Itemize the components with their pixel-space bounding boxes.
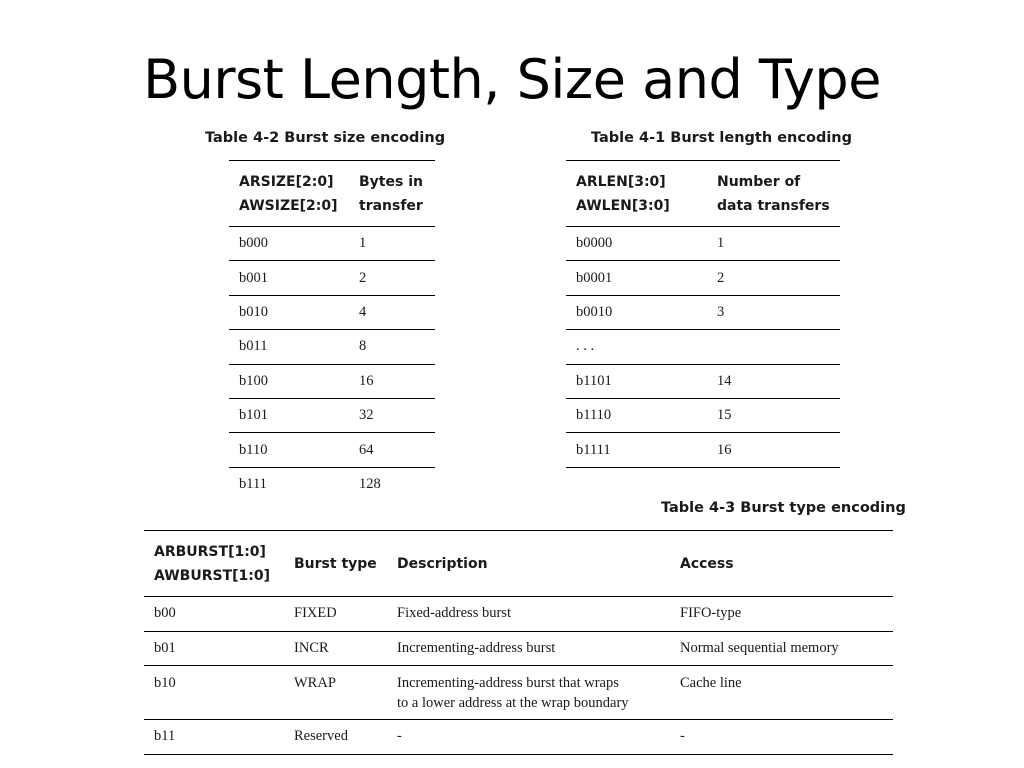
table-row [566,261,840,295]
length-ellipsis: . . . [566,330,707,364]
type-access: FIFO-type [670,597,893,632]
table-row [229,433,435,467]
size-code: b010 [229,295,349,329]
type-table-caption: Table 4-3 Burst type encoding [661,500,906,516]
table-row [229,330,435,364]
header-burst-type: Burst type [284,531,387,597]
table-header-row [566,161,840,227]
length-code: b0001 [566,261,707,295]
table-row [566,295,840,329]
size-code: b011 [229,330,349,364]
size-code: b000 [229,227,349,261]
size-bytes: 16 [349,364,435,398]
table-row [229,261,435,295]
size-code: b101 [229,398,349,432]
length-transfers: 15 [707,398,840,432]
length-transfers: 3 [707,295,840,329]
table-row [144,631,893,666]
table-row [566,330,840,364]
table-row [144,720,893,755]
table-row [566,398,840,432]
type-code: b10 [144,666,284,720]
length-code: b1111 [566,433,707,467]
size-code: b111 [239,476,267,493]
type-code: b00 [144,597,284,632]
table-row [566,364,840,398]
type-name: Reserved [284,720,387,755]
length-transfers: 16 [707,433,840,467]
table-header-row [229,161,435,227]
length-code: b1110 [566,398,707,432]
table-row [229,467,435,501]
table-row [144,666,893,720]
type-access: - [670,720,893,755]
table-row [229,295,435,329]
length-transfers: 14 [707,364,840,398]
type-access: Normal sequential memory [670,631,893,666]
size-code: b100 [229,364,349,398]
length-transfers: 1 [707,227,840,261]
length-code: b0000 [566,227,707,261]
size-bytes: 2 [349,261,435,295]
length-code: b0010 [566,295,707,329]
header-arlen-awlen: ARLEN[3:0] AWLEN[3:0] [566,161,707,227]
header-arsize-awsize: ARSIZE[2:0] AWSIZE[2:0] [229,161,349,227]
table-row [566,227,840,261]
size-code: b001 [229,261,349,295]
size-bytes: 64 [349,433,435,467]
table-row [144,597,893,632]
header-description: Description [387,531,670,597]
length-code: b1101 [566,364,707,398]
type-description: Incrementing-address burst that wraps to a lower address at the wrap boundary [387,666,670,720]
type-description: Incrementing-address burst [387,631,670,666]
size-code: b110 [229,433,349,467]
type-description: - [387,720,670,755]
size-bytes: 128 [359,476,381,493]
size-bytes: 32 [349,398,435,432]
type-description: Fixed-address burst [387,597,670,632]
length-table-caption: Table 4-1 Burst length encoding [591,130,852,146]
table-row [229,227,435,261]
table-row [229,364,435,398]
slide-title: Burst Length, Size and Type [143,48,881,111]
size-bytes: 8 [349,330,435,364]
type-code: b01 [144,631,284,666]
type-name: WRAP [284,666,387,720]
type-access: Cache line [670,666,893,720]
header-number-of-transfers: Number of data transfers [707,161,840,227]
table-row [229,398,435,432]
burst-length-table [566,160,840,468]
type-name: FIXED [284,597,387,632]
length-transfers [707,330,840,364]
table-row [566,433,840,467]
size-bytes: 4 [349,295,435,329]
type-name: INCR [284,631,387,666]
length-transfers: 2 [707,261,840,295]
size-table-caption: Table 4-2 Burst size encoding [205,130,446,146]
type-code: b11 [144,720,284,755]
header-access: Access [670,531,893,597]
header-bytes-in-transfer: Bytes in transfer [349,161,435,227]
burst-size-table [229,160,435,502]
burst-type-table [144,530,893,755]
header-arburst-awburst: ARBURST[1:0] AWBURST[1:0] [144,531,284,597]
size-bytes: 1 [349,227,435,261]
table-header-row [144,531,893,597]
